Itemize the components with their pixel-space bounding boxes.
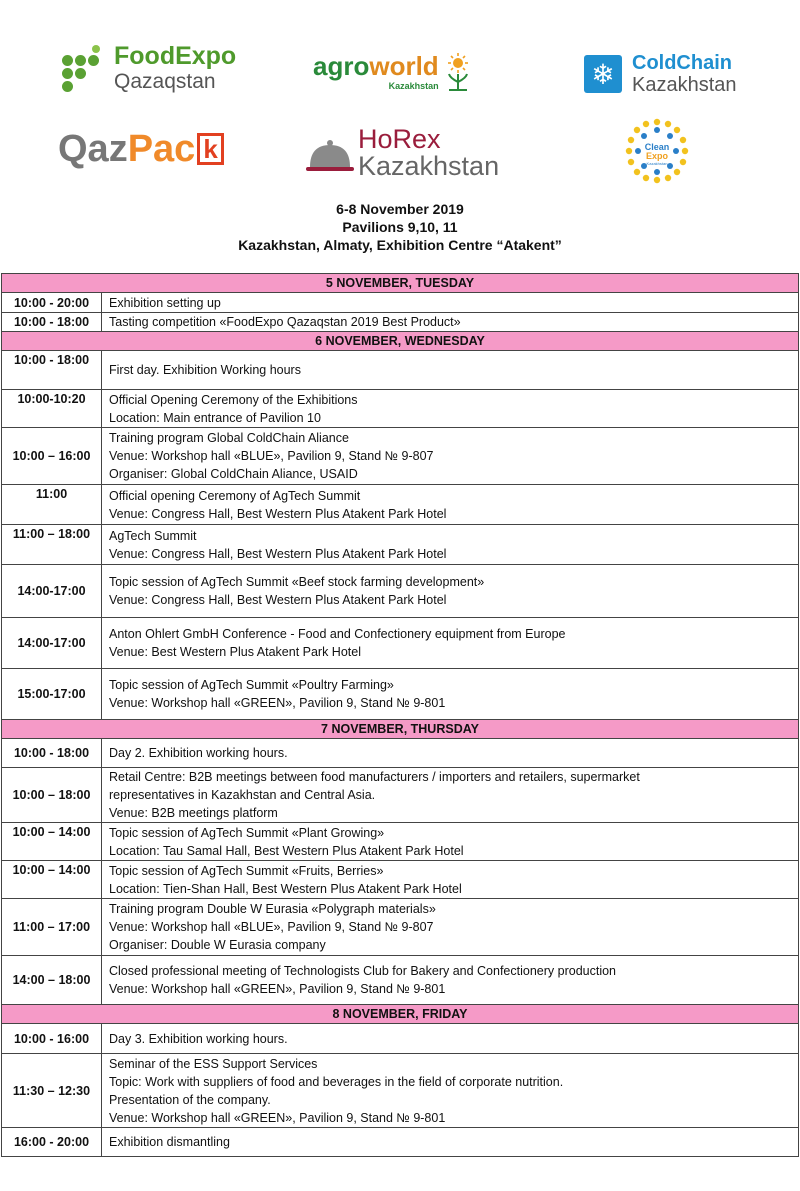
coldchain-subtitle: Kazakhstan — [632, 74, 737, 96]
schedule-row — [2, 861, 799, 899]
row-time: 14:00 – 18:00 — [2, 956, 102, 1005]
day-header: 5 NOVEMBER, TUESDAY — [2, 274, 799, 293]
row-description: Topic session of AgTech Summit «Beef stock farming development» Venue: Congress Hall, Best Western Plus Atakent Park Hotel — [102, 565, 799, 618]
row-time: 10:00-10:20 — [2, 390, 102, 428]
horex-logo — [306, 126, 499, 180]
foodexpo-title: FoodExpo — [114, 42, 237, 70]
row-description: Day 3. Exhibition working hours. — [102, 1024, 799, 1054]
row-description: Retail Centre: B2B meetings between food manufacturers / importers and retailers, supermarket representatives in Kazakhstan and Central Asia. Venue: B2B meetings platform — [102, 768, 799, 823]
row-time: 10:00 - 16:00 — [2, 1024, 102, 1054]
qazpack-part2: Pac — [127, 128, 196, 170]
row-description: Day 2. Exhibition working hours. — [102, 739, 799, 768]
coldchain-logo — [584, 53, 737, 95]
row-description: Official Opening Ceremony of the Exhibitions Location: Main entrance of Pavilion 10 — [102, 390, 799, 428]
row-description: Exhibition setting up — [102, 293, 799, 313]
row-description: AgTech Summit Venue: Congress Hall, Best Western Plus Atakent Park Hotel — [102, 525, 799, 565]
row-time: 14:00-17:00 — [2, 618, 102, 669]
schedule-row — [2, 739, 799, 768]
row-time: 16:00 - 20:00 — [2, 1128, 102, 1157]
schedule-row — [2, 1128, 799, 1157]
horex-subtitle: Kazakhstan — [358, 151, 500, 181]
schedule-row — [2, 768, 799, 823]
horex-title: HoRex — [358, 124, 441, 154]
schedule-row — [2, 428, 799, 485]
event-heading — [0, 200, 800, 254]
row-description: Exhibition dismantling — [102, 1128, 799, 1157]
coldchain-title: ColdChain — [632, 52, 732, 74]
schedule-row — [2, 313, 799, 332]
schedule-row — [2, 899, 799, 956]
row-time: 11:30 – 12:30 — [2, 1054, 102, 1128]
row-time: 10:00 - 18:00 — [2, 351, 102, 390]
row-description: Topic session of AgTech Summit «Poultry Farming» Venue: Workshop hall «GREEN», Pavilion 9, Stand № 9-801 — [102, 669, 799, 720]
schedule-row — [2, 1054, 799, 1128]
schedule-row — [2, 1024, 799, 1054]
day-header: 6 NOVEMBER, WEDNESDAY — [2, 332, 799, 351]
schedule-row — [2, 565, 799, 618]
schedule-row — [2, 618, 799, 669]
row-time: 10:00 – 14:00 — [2, 861, 102, 899]
row-time: 15:00-17:00 — [2, 669, 102, 720]
foodexpo-logo — [62, 44, 236, 92]
foodexpo-subtitle: Qazaqstan — [114, 70, 216, 93]
day-header: 8 NOVEMBER, FRIDAY — [2, 1005, 799, 1024]
schedule-row — [2, 390, 799, 428]
qazpack-part1: Qaz — [58, 128, 128, 170]
row-description: Training program Global ColdChain Aliance Venue: Workshop hall «BLUE», Pavilion 9, Stand № 9-807 Organiser: Global ColdChain Aliance, USAID — [102, 428, 799, 485]
day-header: 7 NOVEMBER, THURSDAY — [2, 720, 799, 739]
row-time: 11:00 – 17:00 — [2, 899, 102, 956]
row-description: Anton Ohlert GmbH Conference - Food and Confectionery equipment from Europe Venue: Best Western Plus Atakent Park Hotel — [102, 618, 799, 669]
schedule-row — [2, 293, 799, 313]
row-time: 14:00-17:00 — [2, 565, 102, 618]
agroworld-part2: world — [369, 51, 439, 81]
qazpack-logo — [58, 130, 224, 168]
day-header-row — [2, 274, 799, 293]
day-header-row — [2, 332, 799, 351]
qazpack-part3: k — [197, 133, 223, 165]
logos-header — [0, 0, 800, 195]
schedule-table — [1, 273, 799, 1157]
row-description: First day. Exhibition Working hours — [102, 351, 799, 390]
row-time: 10:00 - 18:00 — [2, 739, 102, 768]
event-pavilions: Pavilions 9,10, 11 — [342, 219, 458, 235]
row-description: Tasting competition «FoodExpo Qazaqstan 2019 Best Product» — [102, 313, 799, 332]
row-description: Training program Double W Eurasia «Polygraph materials» Venue: Workshop hall «BLUE», Pavilion 9, Stand № 9-807 Organiser: Double W Eurasia company — [102, 899, 799, 956]
cloche-icon — [306, 131, 354, 175]
schedule-row — [2, 485, 799, 525]
row-description: Closed professional meeting of Technologists Club for Bakery and Confectionery production Venue: Workshop hall «GREEN», Pavilion 9, Stand № 9-801 — [102, 956, 799, 1005]
row-description: Seminar of the ESS Support Services Topic: Work with suppliers of food and beverages in the field of corporate nutrition. Presentation of the company. Venue: Workshop hall «GREEN», Pavilion 9, Stand № 9-801 — [102, 1054, 799, 1128]
cleanexpo-line1: Clean — [644, 142, 670, 152]
schedule-row — [2, 351, 799, 390]
schedule-row — [2, 956, 799, 1005]
snowflake-icon: ❄ — [584, 55, 622, 93]
agroworld-logo — [313, 52, 471, 92]
schedule-row — [2, 669, 799, 720]
row-time: 10:00 - 20:00 — [2, 293, 102, 313]
sun-sprout-icon — [445, 52, 471, 92]
cleanexpo-line2: Expo — [645, 151, 669, 161]
agroworld-part1: agro — [313, 51, 370, 81]
event-location: Kazakhstan, Almaty, Exhibition Centre “Atakent” — [238, 237, 562, 253]
row-description: Topic session of AgTech Summit «Fruits, Berries» Location: Tien-Shan Hall, Best Western Plus Atakent Park Hotel — [102, 861, 799, 899]
schedule-row — [2, 823, 799, 861]
agroworld-subtitle: Kazakhstan — [388, 81, 439, 91]
row-time: 11:00 – 18:00 — [2, 525, 102, 565]
day-header-row — [2, 720, 799, 739]
row-time: 10:00 – 14:00 — [2, 823, 102, 861]
grape-icon — [62, 45, 106, 91]
day-header-row — [2, 1005, 799, 1024]
event-dates: 6-8 November 2019 — [336, 201, 464, 217]
row-time: 10:00 – 18:00 — [2, 768, 102, 823]
row-time: 10:00 - 18:00 — [2, 313, 102, 332]
row-description: Official opening Ceremony of AgTech Summit Venue: Congress Hall, Best Western Plus Atakent Park Hotel — [102, 485, 799, 525]
row-description: Topic session of AgTech Summit «Plant Growing» Location: Tau Samal Hall, Best Western Plus Atakent Park Hotel — [102, 823, 799, 861]
row-time: 11:00 — [2, 485, 102, 525]
cleanexpo-subtitle: Kazakhstan — [646, 161, 668, 166]
schedule-row — [2, 525, 799, 565]
cleanexpo-logo — [624, 118, 690, 184]
cleanexpo-emblem-icon — [624, 118, 690, 184]
row-time: 10:00 – 16:00 — [2, 428, 102, 485]
